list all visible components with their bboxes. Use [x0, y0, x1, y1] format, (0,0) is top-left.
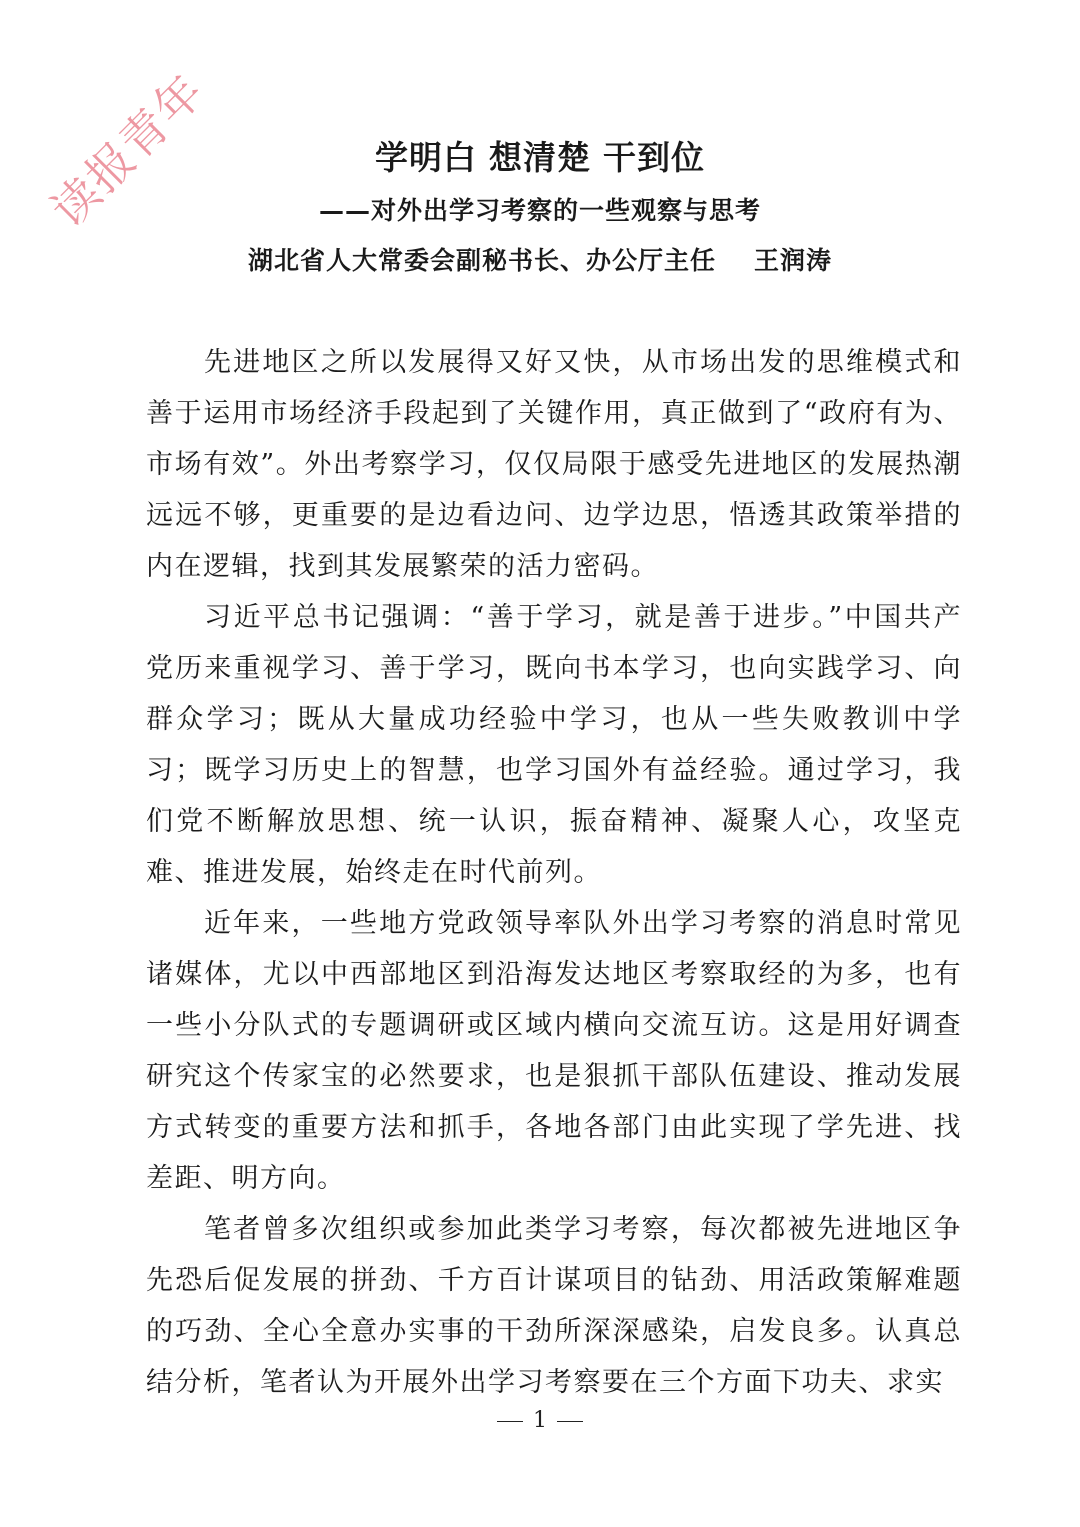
title-part: 学明白: [375, 138, 477, 177]
paragraph: 习近平总书记强调：“善于学习，就是善于进步。”中国共产党历来重视学习、善于学习，既向书本学习，也向实践学习、向群众学习；既从大量成功经验中学习，也从一些失败教训中学习；既学习历史上的智慧，也学习国外有益经验。通过学习，我们党不断解放思想、统一认识，振奋精神、凝聚人心，攻坚克难、推进发展，始终走在时代前列。: [146, 602, 962, 888]
paragraph: 笔者曾多次组织或参加此类学习考察，每次都被先进地区争先恐后促发展的拼劲、千方百计谋项目的钻劲、用活政策解难题的巧劲、全心全意办实事的干劲所深深感染，启发良多。认真总结分析，笔者认为开展外出学习考察要在三个方面下功夫、求实: [146, 1214, 962, 1398]
paragraph: 先进地区之所以发展得又好又快，从市场出发的思维模式和善于运用市场经济手段起到了关键作用，真正做到了“政府有为、市场有效”。外出考察学习，仅仅局限于感受先进地区的发展热潮远远不够，更重要的是边看边问、边学边思，悟透其政策举措的内在逻辑，找到其发展繁荣的活力密码。: [146, 347, 962, 582]
document-subtitle: ——对外出学习考察的一些观察与思考: [318, 196, 761, 225]
page-footer: [0, 1405, 1080, 1437]
paragraph: 近年来，一些地方党政领导率队外出学习考察的消息时常见诸媒体，尤以中西部地区到沿海发达地区考察取经的为多，也有一些小分队式的专题调研或区域内横向交流互访。这是用好调查研究这个传家宝的必然要求，也是狠抓干部队伍建设、推动发展方式转变的重要方法和抓手，各地各部门由此实现了学先进、找差距、明方向。: [146, 908, 962, 1194]
author-position: 湖北省人大常委会副秘书长、办公厅主任: [247, 246, 716, 275]
author-line: [0, 236, 1080, 286]
page-number: 1: [533, 1408, 547, 1433]
title-part: 想清楚: [489, 138, 591, 177]
watermark: 读报青年: [41, 63, 215, 237]
document-title: [0, 130, 1080, 186]
document-header: [0, 130, 1080, 286]
footer-dash-left: [497, 1421, 523, 1422]
document-body: [146, 337, 962, 1408]
title-part: 干到位: [603, 138, 705, 177]
footer-dash-right: [557, 1421, 583, 1422]
author-name: 王润涛: [754, 246, 833, 275]
